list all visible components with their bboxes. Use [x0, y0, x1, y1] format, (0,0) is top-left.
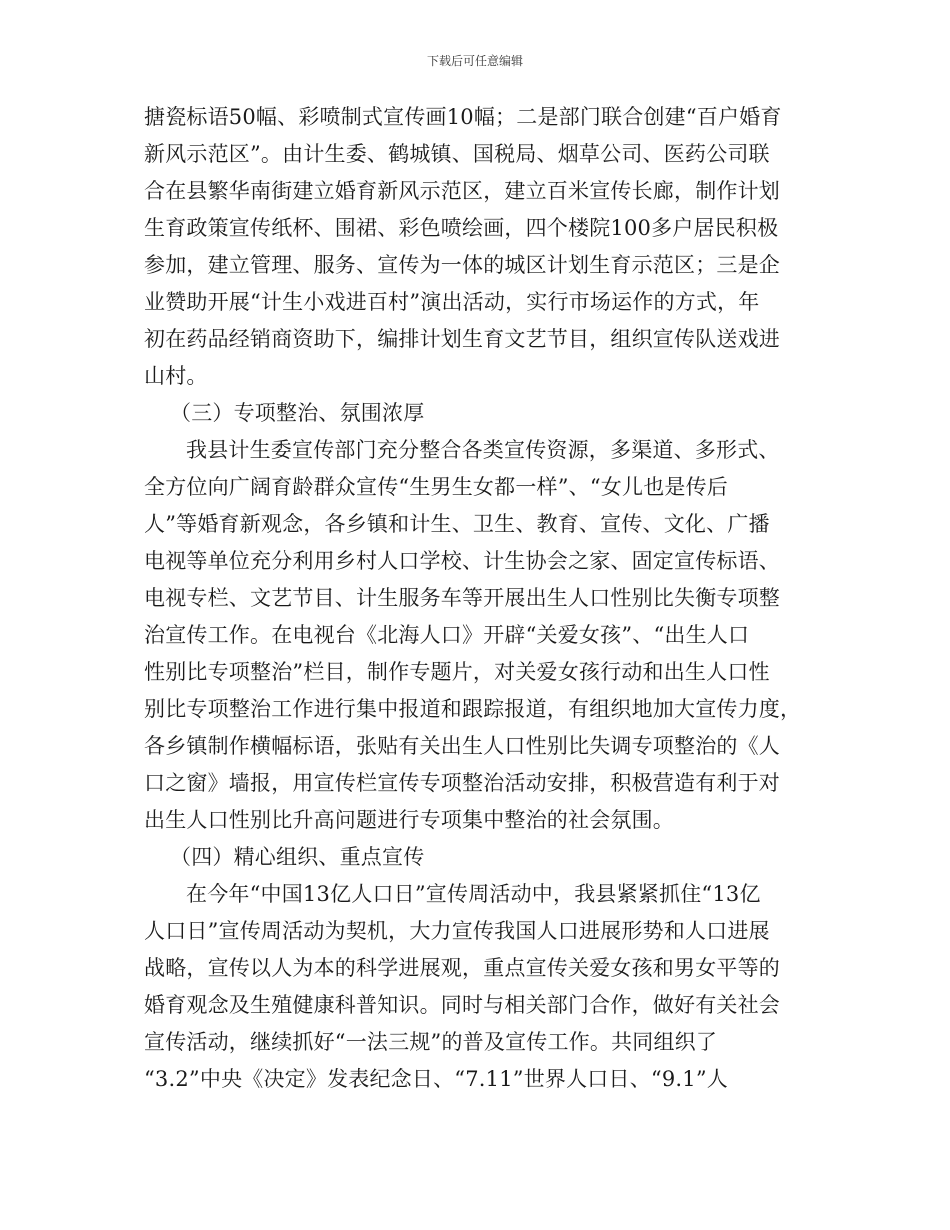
- paragraph-line: 在今年“中国13亿人口日”宣传周活动中，我县紧紧抓住“13亿: [186, 882, 761, 906]
- paragraph-line: 生育政策宣传纸杯、围裙、彩色喷绘画，四个楼院100多户居民积极: [144, 216, 779, 240]
- paragraph-line: 宣传活动，继续抓好“一法三规”的普及宣传工作。共同组织了: [144, 1030, 718, 1054]
- paragraph-line: 电视等单位充分利用乡村人口学校、计生协会之家、固定宣传标语、: [144, 549, 780, 573]
- paragraph-line: 婚育观念及生殖健康科普知识。同时与相关部门合作，做好有关社会: [144, 993, 780, 1017]
- paragraph-line: 别比专项整治工作进行集中报道和跟踪报道，有组织地加大宣传力度，: [144, 697, 802, 721]
- paragraph-line: 搪瓷标语50幅、彩喷制式宣传画10幅；二是部门联合创建“百户婚育: [144, 105, 782, 129]
- paragraph-line: 各乡镇制作横幅标语，张贴有关出生人口性别比失调专项整治的《人: [144, 734, 780, 758]
- paragraph-line: 全方位向广阔育龄群众宣传“生男生女都一样”、“女儿也是传后: [144, 475, 729, 499]
- section-heading: （三）专项整治、氛围浓厚: [170, 401, 425, 425]
- paragraph-line: 合在县繁华南街建立婚育新风示范区，建立百米宣传长廊，制作计划: [144, 179, 780, 203]
- paragraph-line: 出生人口性别比升高问题进行专项集中整治的社会氛围。: [144, 808, 674, 832]
- paragraph-line: 参加，建立管理、服务、宣传为一体的城区计划生育示范区；三是企: [144, 253, 780, 277]
- paragraph-line: 治宣传工作。在电视台《北海人口》开辟“关爱女孩”、“出生人口: [144, 623, 750, 647]
- paragraph-line: 人”等婚育新观念，各乡镇和计生、卫生、教育、宣传、文化、广播: [144, 512, 770, 536]
- paragraph-line: 我县计生委宣传部门充分整合各类宣传资源，多渠道、多形式、: [186, 438, 780, 462]
- paragraph-line: “3.2”中央《决定》发表纪念日、“7.11”世界人口日、“9.1”人: [144, 1067, 728, 1091]
- paragraph-line: 业赞助开展“计生小戏进百村”演出活动，实行市场运作的方式，年: [144, 290, 760, 314]
- paragraph-line: 口之窗》墙报，用宣传栏宣传专项整治活动安排，积极营造有利于对: [144, 771, 780, 795]
- page-header: 下载后可任意编辑: [426, 54, 523, 68]
- paragraph-line: 电视专栏、文艺节目、计生服务车等开展出生人口性别比失衡专项整: [144, 586, 780, 610]
- paragraph-line: 人口日”宣传周活动为契机，大力宣传我国人口进展形势和人口进展: [144, 919, 770, 943]
- document-body: [144, 99, 804, 1098]
- section-heading: （四）精心组织、重点宣传: [170, 845, 425, 869]
- paragraph-line: 战略，宣传以人为本的科学进展观，重点宣传关爱女孩和男女平等的: [144, 956, 780, 980]
- paragraph-line: 性别比专项整治”栏目，制作专题片，对关爱女孩行动和出生人口性: [144, 660, 770, 684]
- paragraph-line: 新风示范区”。由计生委、鹤城镇、国税局、烟草公司、医药公司联: [144, 142, 770, 166]
- paragraph-line: 初在药品经销商资助下，编排计划生育文艺节目，组织宣传队送戏进: [144, 327, 780, 351]
- paragraph-line: 山村。: [144, 364, 208, 388]
